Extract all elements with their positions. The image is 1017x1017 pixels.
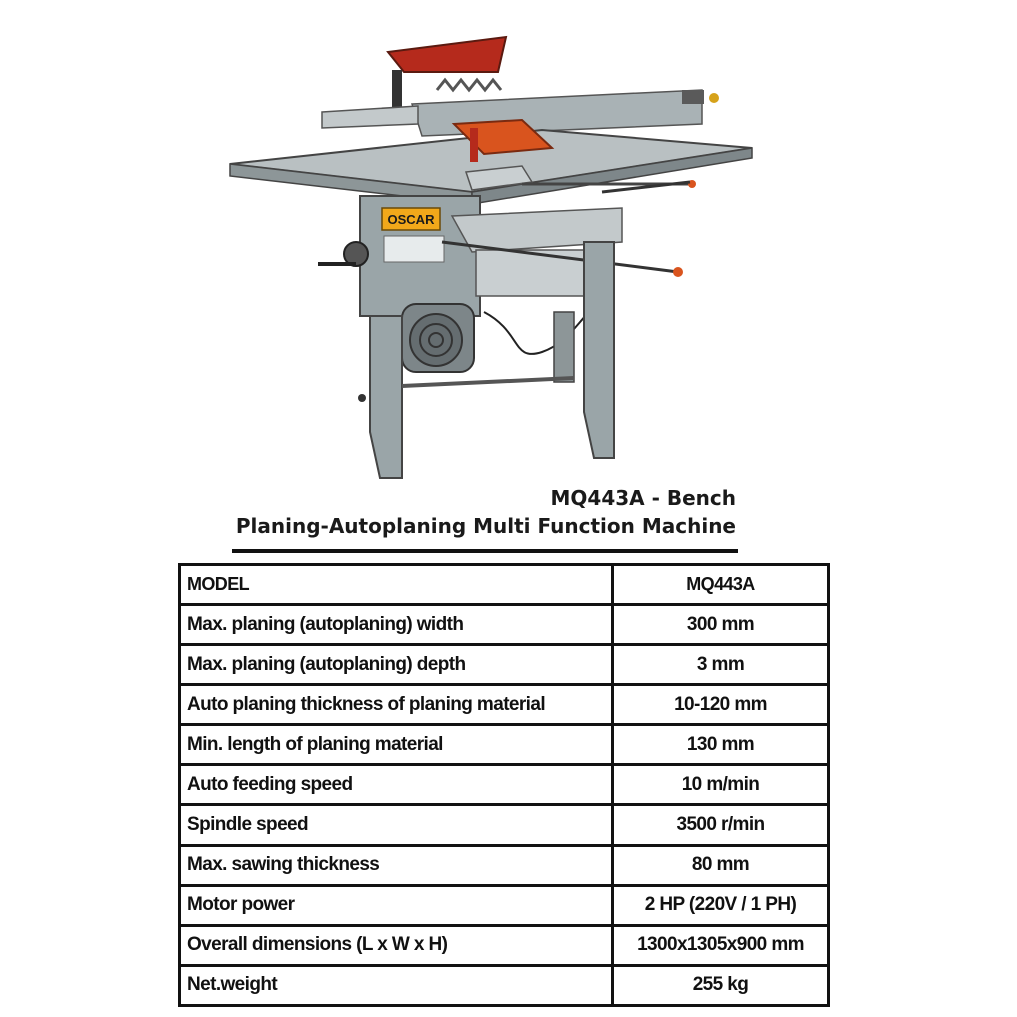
spec-label: Max. planing (autoplaning) width [180, 605, 613, 645]
specs-header-row [180, 565, 829, 605]
spec-label: Overall dimensions (L x W x H) [180, 925, 613, 965]
model-value: MQ443A [613, 565, 829, 605]
title-underline [232, 549, 738, 553]
spec-value: 255 kg [613, 965, 829, 1005]
table-row [180, 845, 829, 885]
table-row [180, 805, 829, 845]
table-row [180, 925, 829, 965]
spec-label: Motor power [180, 885, 613, 925]
spec-value: 2 HP (220V / 1 PH) [613, 885, 829, 925]
spec-value: 130 mm [613, 725, 829, 765]
spec-label: Max. sawing thickness [180, 845, 613, 885]
product-title-line1: MQ443A - Bench [550, 486, 736, 510]
table-row [180, 685, 829, 725]
spec-label: Auto planing thickness of planing material [180, 685, 613, 725]
table-row [180, 605, 829, 645]
table-row [180, 965, 829, 1005]
spec-label: Max. planing (autoplaning) depth [180, 645, 613, 685]
specs-table [178, 563, 830, 1007]
spec-value: 1300x1305x900 mm [613, 925, 829, 965]
spec-value: 10-120 mm [613, 685, 829, 725]
spec-value: 80 mm [613, 845, 829, 885]
spec-value: 300 mm [613, 605, 829, 645]
spec-value: 3 mm [613, 645, 829, 685]
spec-label: Spindle speed [180, 805, 613, 845]
table-row [180, 765, 829, 805]
spec-value: 3500 r/min [613, 805, 829, 845]
spec-label: Min. length of planing material [180, 725, 613, 765]
table-row [180, 645, 829, 685]
brand-plate: OSCAR [387, 212, 435, 227]
spec-label: Auto feeding speed [180, 765, 613, 805]
product-photo [222, 32, 762, 482]
spec-value: 10 m/min [613, 765, 829, 805]
product-title-line2: Planing-Autoplaning Multi Function Machine [235, 514, 736, 538]
spec-label: Net.weight [180, 965, 613, 1005]
table-row [180, 725, 829, 765]
table-row [180, 885, 829, 925]
model-label: MODEL [180, 565, 613, 605]
